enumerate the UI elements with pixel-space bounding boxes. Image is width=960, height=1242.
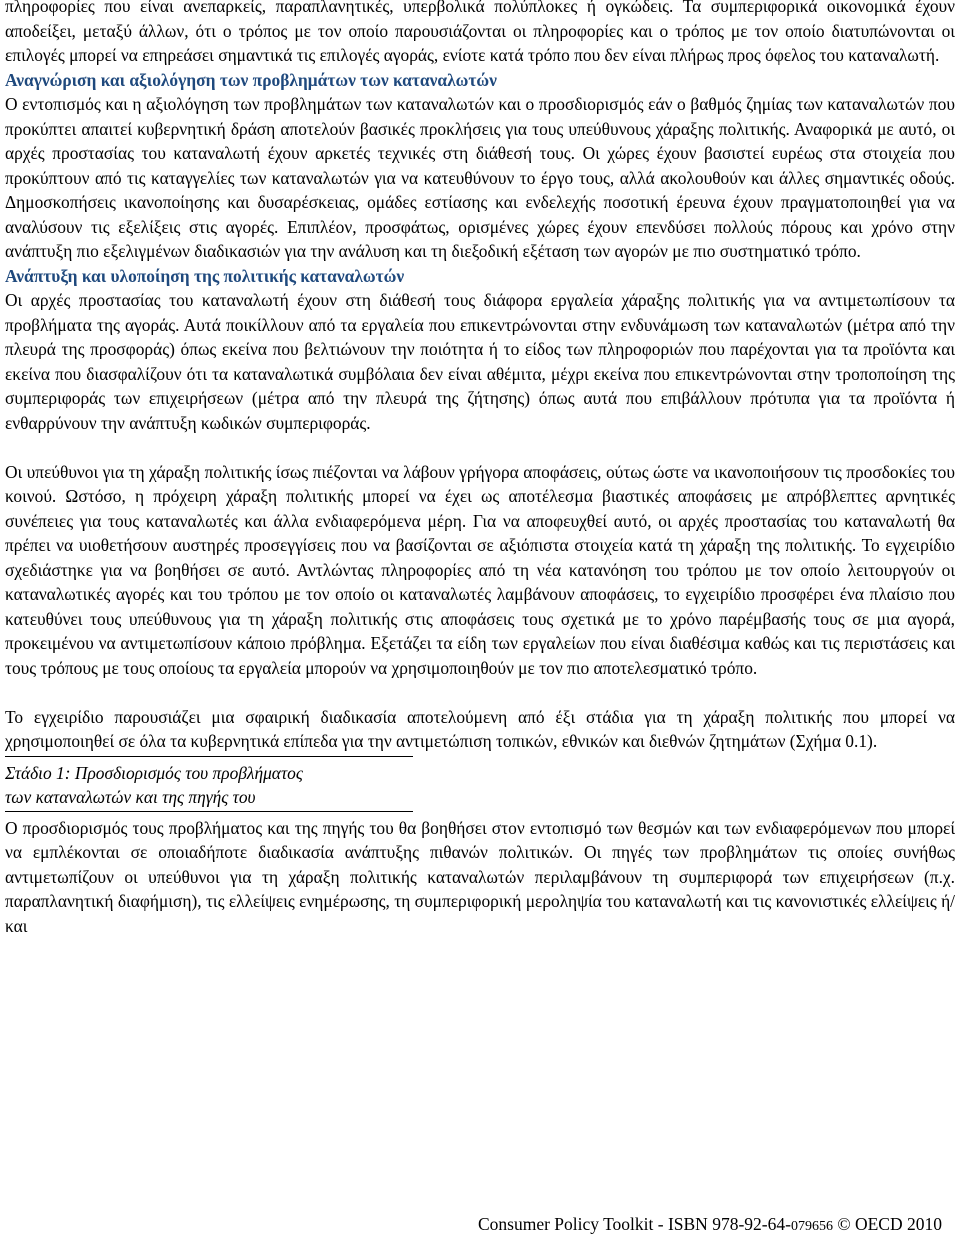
document-page: [5, 0, 955, 938]
stage-1-box: [5, 756, 413, 812]
paragraph-pressure: Οι υπεύθυνοι για τη χάραξη πολιτικής ίσως πιέζονται να λάβουν γρήγορα αποφάσεις, ούτως ώστε να ικανοποιήσουν τις προσδοκίες του κοινού. Ωστόσο, η πρόχειρη χάραξη πολιτικής μπορεί να έχει ως αποτέλεσμα βιαστικές αποφάσεις με απρόβλεπτες αρνητικές συνέπειες για τους καταναλωτές και άλλα ενδιαφερόμενα μέρη. Για να αποφευχθεί αυτό, οι αρχές προστασίας του καταναλωτή θα πρέπει να υιοθετήσουν αυστηρές προσεγγίσεις που να βασίζονται σε αξιόπιστα στοιχεία κατά τη χάραξη της πολιτικής. Το εγχειρίδιο σχεδιάστηκε για να βοηθήσει σε αυτό. Αντλώντας πληροφορίες από τη νέα κατανόηση του τρόπου με τον οποίο λειτουργούν οι καταναλωτικές αγορές και του τρόπου με τον οποίο οι καταναλωτές λαμβάνουν αποφάσεις, το εγχειρίδιο προσφέρει ένα πλαίσιο που κατευθύνει τους υπεύθυνους για τη χάραξη πολιτικής στις αποφάσεις τους σχετικά με το χρόνο παρέμβασής τους σε μια αγορά, προκειμένου να αντιμετωπίσουν κάποιο πρόβλημα. Εξετάζει τα είδη των εργαλείων που είναι διαθέσιμα καθώς και τις περιστάσεις και τους τρόπους με τους οποίους τα εργαλεία μπορούν να χρησιμοποιηθούν με τον πιο αποτελεσματικό τρόπο.: [5, 461, 955, 678]
section-heading-recognition: Αναγνώριση και αξιολόγηση των προβλημάτων των καταναλωτών: [5, 69, 497, 90]
paragraph-stage-1: Ο προσδιορισμός τους προβλήματος και της πηγής του θα βοηθήσει στον εντοπισμό των θεσμών και των ενδιαφερόμενων που μπορεί να εμπλέκονται σε οποιαδήποτε διαδικασία ανάπτυξης πιθανών πολιτικών. Οι πηγές των προβλημάτων τις οποίες συνήθως αντιμετωπίζουν οι υπεύθυνοι για τη χάραξη πολιτικής καταναλωτών περιλαμβάνουν τη συμπεριφορά των επιχειρήσεων (π.χ. παραπλανητική διαφήμιση), τις ελλείψεις ενημέρωσης, τη συμπεριφορική μεροληψία του καταναλωτή και τις κανονιστικές ελλείψεις ή/και: [5, 817, 955, 936]
paragraph-intro: πληροφορίες που είναι ανεπαρκείς, παραπλανητικές, υπερβολικά πολύπλοκες ή ογκώδεις. Τα συμπεριφορικά οικονομικά έχουν αποδείξει, μεταξύ άλλων, ότι ο τρόπος με τον οποίο παρουσιάζονται οι πληροφορίες και ο τρόπος με τον οποίο διατυπώνονται οι επιλογές μπορεί να επηρεάσει σημαντικά τις επιλογές αγοράς, ενίοτε κατά τρόπο που δεν είναι πλήρως προς όφελος του καταναλωτή.: [5, 0, 955, 65]
stage-1-title-line-1: Στάδιο 1: Προσδιορισμός του προβλήματος: [5, 762, 303, 783]
paragraph-gap: [5, 680, 955, 705]
footer-copyright: © OECD 2010: [837, 1214, 942, 1234]
paragraph-handbook: Το εγχειρίδιο παρουσιάζει μια σφαιρική διαδικασία αποτελούμενη από έξι στάδια για τη χάραξη πολιτικής που μπορεί να χρησιμοποιηθεί σε όλα τα κυβερνητικά επίπεδα για την αντιμετώπιση τοπικών, εθνικών και διεθνών ζητημάτων (Σχήμα 0.1).: [5, 706, 955, 751]
stage-1-title-line-2: των καταναλωτών και της πηγής του: [5, 786, 256, 807]
footer-title: Consumer Policy Toolkit - ISBN 978-92-64-: [477, 1214, 791, 1234]
page-footer: [478, 1213, 942, 1238]
paragraph-development: Οι αρχές προστασίας του καταναλωτή έχουν στη διάθεσή τους διάφορα εργαλεία χάραξης πολιτικής για να αντιμετωπίσουν τα προβλήματα της αγοράς. Αυτά ποικίλλουν από τα εργαλεία που επικεντρώνονται στην ενδυνάμωση των καταναλωτών (μέτρα από την πλευρά της προσφοράς) όπως εκείνα που βελτιώνουν την ποιότητα ή το είδος των πληροφοριών που παρέχονται για τα προϊόντα και εκείνα που διασφαλίζουν ότι τα καταναλωτικά συμβόλαια δεν είναι αθέμιτα, μέχρι εκείνα που επικεντρώνονται στην τροποποίηση της συμπεριφοράς των επιχειρήσεων (μέτρα από την πλευρά της ζήτησης) όπως αυτά που επιβάλλουν πρότυπα για τα προϊόντα ή ενθαρρύνουν την ανάπτυξη κωδικών συμπεριφοράς.: [5, 290, 955, 433]
section-heading-development: Ανάπτυξη και υλοποίηση της πολιτικής καταναλωτών: [5, 265, 405, 286]
paragraph-recognition: Ο εντοπισμός και η αξιολόγηση των προβλημάτων των καταναλωτών και ο προσδιορισμός εάν ο βαθμός ζημίας των καταναλωτών που προκύπτει απαιτεί κυβερνητική δράση αποτελούν βασικές προκλήσεις για τους υπεύθυνους χάραξης πολιτικής. Αναφορικά με αυτό, οι αρχές προστασίας του καταναλωτή έχουν αρκετές τεχνικές στη διάθεσή τους. Οι χώρες έχουν βασιστεί ευρέως στα στοιχεία που προκύπτουν από τις καταγγελίες των καταναλωτών για να κατευθύνουν το έργο τους, αλλά ακολουθούν και άλλες σημαντικές οδούς. Δημοσκοπήσεις ικανοποίησης και δυσαρέσκειας, ομάδες εστίασης και ενδελεχής ποσοτική έρευνα έχουν πραγματοποιηθεί για να αναλύσουν τις εξελίξεις στις αγορές. Επιπλέον, προσφάτως, ορισμένες χώρες έχουν επενδύσει πολλούς πόρους και χρόνο στην ανάπτυξη πιο εξελιγμένων διαδικασιών για την ανάλυση και τη διεξοδική εξέταση των αγορών με πιο συστηματικό τρόπο.: [5, 94, 955, 261]
paragraph-gap: [5, 435, 955, 460]
footer-isbn-suffix: 079656: [790, 1219, 833, 1234]
